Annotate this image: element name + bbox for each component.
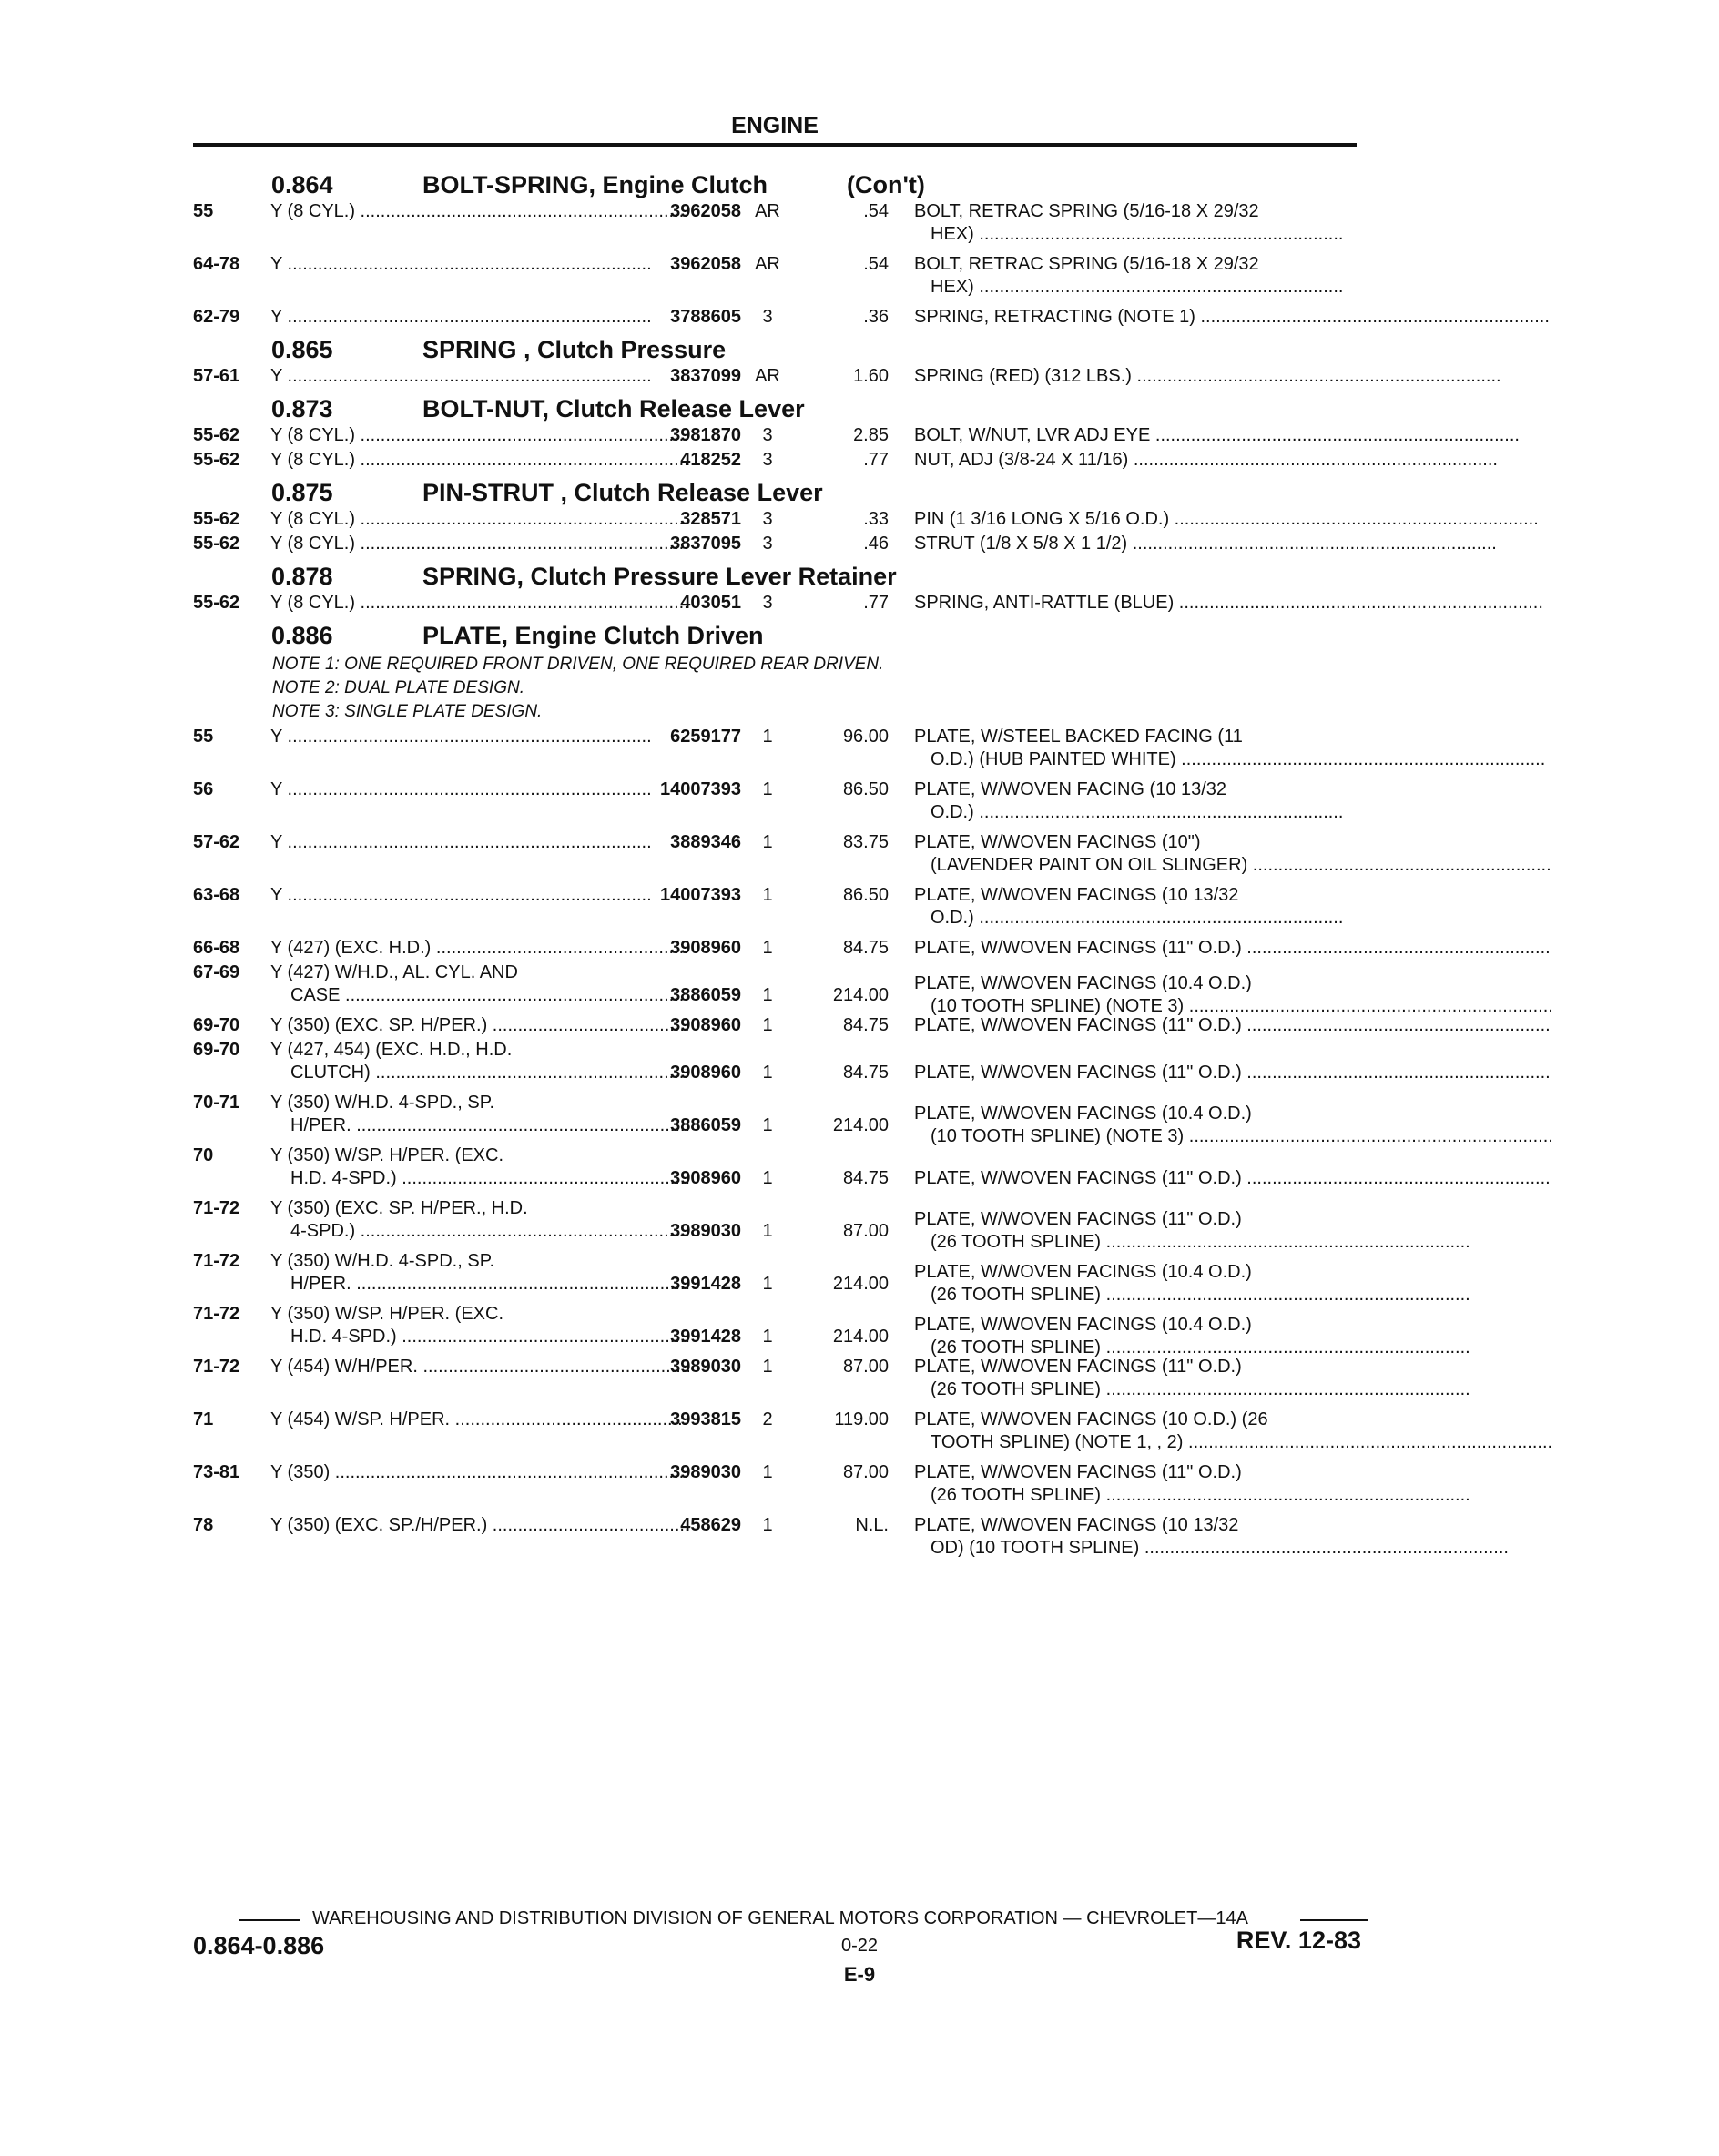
row-part-number: 328571 [680, 509, 741, 529]
application-line: Y (427) (EXC. H.D.) ..... [270, 937, 689, 960]
application-line: H/PER. ..... [270, 1114, 689, 1137]
description-line: O.D.) (HUB PAINTED WHITE) ..... [914, 748, 1551, 771]
row-years: 71-72 [193, 1304, 240, 1324]
application-line: Y (350) (EXC. SP. H/PER., H.D. [270, 1198, 528, 1218]
row-part-number: 3962058 [670, 201, 741, 221]
row-price: 86.50 [842, 779, 889, 799]
row-description [914, 200, 1551, 246]
application-line: H.D. 4-SPD.) ..... [270, 1167, 689, 1190]
row-description [914, 1409, 1551, 1454]
description-line: PLATE, W/WOVEN FACINGS (10.4 O.D.) [914, 973, 1252, 993]
row-years: 62-79 [193, 307, 240, 327]
description-line: (26 TOOTH SPLINE) ..... [914, 1231, 1551, 1254]
description-line: SPRING (RED) (312 LBS.) ..... [914, 365, 1551, 388]
row-description [914, 1461, 1551, 1507]
description-line: BOLT, RETRAC SPRING (5/16-18 X 29/32 [914, 254, 1259, 274]
row-quantity: 1 [762, 1327, 773, 1347]
row-part-number: 3908960 [670, 938, 741, 958]
row-price: 84.75 [842, 938, 889, 958]
row-part-number: 3991428 [670, 1274, 741, 1294]
description-line: BOLT, RETRAC SPRING (5/16-18 X 29/32 [914, 201, 1259, 221]
application-line: 4-SPD.) ..... [270, 1220, 689, 1243]
row-price: .77 [863, 450, 889, 470]
row-years: 69-70 [193, 1015, 240, 1035]
row-price: 214.00 [832, 985, 889, 1005]
description-line: PLATE, W/WOVEN FACINGS (10.4 O.D.) [914, 1103, 1252, 1124]
group-code: 0.864 [271, 171, 333, 198]
description-line: (26 TOOTH SPLINE) ..... [914, 1337, 1551, 1359]
table-row [193, 778, 1368, 824]
row-years: 78 [193, 1515, 214, 1535]
table-row [193, 365, 1368, 388]
application-line: Y (350) ..... [270, 1461, 689, 1484]
table-row [193, 937, 1368, 960]
description-line: PLATE, W/WOVEN FACINGS (11" O.D.) ..... [914, 1167, 1551, 1190]
row-price: N.L. [855, 1515, 889, 1535]
row-years: 55-62 [193, 509, 240, 529]
row-years: 64-78 [193, 254, 240, 274]
row-part-number: 3989030 [670, 1462, 741, 1482]
description-line: PLATE, W/WOVEN FACINGS (10.4 O.D.) [914, 1262, 1252, 1282]
table-row [193, 253, 1368, 299]
description-line: BOLT, W/NUT, LVR ADJ EYE ..... [914, 424, 1551, 447]
description-line: SPRING, ANTI-RATTLE (BLUE) ..... [914, 592, 1551, 615]
description-line: O.D.) ..... [914, 801, 1551, 824]
description-line: HEX) ..... [914, 223, 1551, 246]
row-quantity: 3 [762, 534, 773, 554]
row-description [914, 449, 1551, 472]
application-line: Y (8 CYL.) ..... [270, 592, 689, 615]
row-years: 63-68 [193, 885, 240, 905]
footer-rule-right [1300, 1919, 1368, 1921]
table-row [193, 1514, 1368, 1560]
table-row [193, 1409, 1368, 1454]
application-line: Y (454) W/H/PER. ..... [270, 1356, 689, 1378]
page-header [193, 113, 1357, 147]
group-title: PIN-STRUT , Clutch Release Lever [422, 479, 823, 506]
group-code: 0.886 [271, 622, 333, 649]
application-line: Y ..... [270, 365, 689, 388]
row-part-number: 14007393 [660, 885, 741, 905]
row-years: 55-62 [193, 534, 240, 554]
table-row [193, 1250, 1368, 1305]
row-description [914, 1062, 1551, 1084]
description-line: SPRING, RETRACTING (NOTE 1) ..... [914, 306, 1551, 329]
group-note: NOTE 1: ONE REQUIRED FRONT DRIVEN, ONE REQUIRED REAR DRIVEN. [272, 655, 884, 674]
row-years: 55-62 [193, 450, 240, 470]
row-price: .54 [863, 201, 889, 221]
row-description [914, 533, 1551, 555]
row-description [914, 1208, 1551, 1254]
description-line: (26 TOOTH SPLINE) ..... [914, 1284, 1551, 1307]
table-row [193, 1014, 1368, 1037]
row-part-number: 403051 [680, 593, 741, 613]
footer-revision: REV. 12-83 [1236, 1927, 1361, 1954]
row-quantity: 1 [762, 985, 773, 1005]
row-description [914, 1261, 1551, 1307]
table-row [193, 831, 1368, 877]
row-price: 83.75 [842, 832, 889, 852]
table-row [193, 961, 1368, 1016]
row-quantity: 1 [762, 1357, 773, 1377]
table-row [193, 1461, 1368, 1507]
description-line: PLATE, W/WOVEN FACINGS (11" O.D.) [914, 1209, 1242, 1229]
row-description [914, 831, 1551, 877]
description-line: PLATE, W/WOVEN FACINGS (10 13/32 [914, 1515, 1239, 1535]
description-line: HEX) ..... [914, 276, 1551, 299]
table-row [193, 1039, 1368, 1084]
row-description [914, 306, 1551, 329]
row-part-number: 3989030 [670, 1357, 741, 1377]
row-part-number: 458629 [680, 1515, 741, 1535]
row-quantity: AR [755, 366, 780, 386]
row-quantity: 2 [762, 1409, 773, 1429]
group-heading [193, 334, 1368, 365]
row-part-number: 3989030 [670, 1221, 741, 1241]
row-part-number: 3908960 [670, 1168, 741, 1188]
group-notes [193, 653, 1368, 724]
group-note: NOTE 3: SINGLE PLATE DESIGN. [272, 702, 543, 721]
description-line: PLATE, W/STEEL BACKED FACING (11 [914, 727, 1243, 747]
application-line: Y (350) (EXC. SP./H/PER.) ..... [270, 1514, 689, 1537]
table-row [193, 200, 1368, 246]
row-price: 96.00 [842, 727, 889, 747]
page-title: ENGINE [731, 113, 819, 138]
row-quantity: 1 [762, 1063, 773, 1083]
row-description [914, 778, 1551, 824]
footer-division: WAREHOUSING AND DISTRIBUTION DIVISION OF GENERAL MOTORS CORPORATION — CHEVROLET—14A [312, 1908, 1248, 1928]
row-quantity: 1 [762, 1221, 773, 1241]
footer-page-number: 0-22 [840, 1936, 879, 1956]
row-years: 71-72 [193, 1251, 240, 1271]
description-line: (10 TOOTH SPLINE) (NOTE 3) ..... [914, 995, 1551, 1018]
row-price: 214.00 [832, 1327, 889, 1347]
row-quantity: 3 [762, 450, 773, 470]
row-price: 1.60 [853, 366, 889, 386]
row-description [914, 253, 1551, 299]
row-description [914, 1356, 1551, 1401]
row-price: .36 [863, 307, 889, 327]
footer-sheet-number: E-9 [843, 1963, 876, 1986]
description-line: PLATE, W/WOVEN FACINGS (10 13/32 [914, 885, 1239, 905]
row-price: 86.50 [842, 885, 889, 905]
application-line: CASE ..... [270, 984, 689, 1007]
row-quantity: 3 [762, 509, 773, 529]
table-row [193, 449, 1368, 472]
row-price: 87.00 [842, 1462, 889, 1482]
row-description [914, 726, 1551, 771]
description-line: PLATE, W/WOVEN FACINGS (11" O.D.) ..... [914, 937, 1551, 960]
row-price: 214.00 [832, 1115, 889, 1135]
description-line: PIN (1 3/16 LONG X 5/16 O.D.) ..... [914, 508, 1551, 531]
description-line: PLATE, W/WOVEN FACINGS (10 O.D.) (26 [914, 1409, 1268, 1429]
row-part-number: 3993815 [670, 1409, 741, 1429]
row-years: 55 [193, 727, 214, 747]
row-price: 87.00 [842, 1357, 889, 1377]
application-line: Y (350) W/SP. H/PER. (EXC. [270, 1145, 504, 1165]
description-line: PLATE, W/WOVEN FACINGS (11" O.D.) [914, 1462, 1242, 1482]
row-quantity: 1 [762, 938, 773, 958]
group-continued: (Con't) [847, 171, 925, 198]
row-quantity: 1 [762, 1274, 773, 1294]
application-line: Y (350) W/H.D. 4-SPD., SP. [270, 1093, 495, 1113]
row-part-number: 3837095 [670, 534, 741, 554]
description-line: OD) (10 TOOTH SPLINE) ..... [914, 1537, 1551, 1560]
row-price: 84.75 [842, 1063, 889, 1083]
description-line: STRUT (1/8 X 5/8 X 1 1/2) ..... [914, 533, 1551, 555]
application-line: Y ..... [270, 831, 689, 854]
application-line: Y ..... [270, 778, 689, 801]
row-quantity: 1 [762, 1168, 773, 1188]
row-description [914, 972, 1551, 1018]
row-years: 71-72 [193, 1198, 240, 1218]
description-line: (26 TOOTH SPLINE) ..... [914, 1378, 1551, 1401]
application-line: Y (454) W/SP. H/PER. ..... [270, 1409, 689, 1431]
row-quantity: AR [755, 201, 780, 221]
description-line: (10 TOOTH SPLINE) (NOTE 3) ..... [914, 1125, 1551, 1148]
row-description [914, 1314, 1551, 1359]
row-quantity: 1 [762, 1462, 773, 1482]
group-title: PLATE, Engine Clutch Driven [422, 622, 764, 649]
description-line: PLATE, W/WOVEN FACINGS (11" O.D.) ..... [914, 1062, 1551, 1084]
group-heading [193, 169, 1368, 200]
row-price: .54 [863, 254, 889, 274]
table-row [193, 592, 1368, 615]
application-line: Y (8 CYL.) ..... [270, 508, 689, 531]
row-description [914, 508, 1551, 531]
footer-range: 0.864-0.886 [193, 1932, 325, 1959]
application-line: Y (8 CYL.) ..... [270, 200, 689, 223]
application-line: Y (350) W/H.D. 4-SPD., SP. [270, 1251, 495, 1271]
row-quantity: 1 [762, 1015, 773, 1035]
row-price: 84.75 [842, 1015, 889, 1035]
row-quantity: AR [755, 254, 780, 274]
application-line: H.D. 4-SPD.) ..... [270, 1326, 689, 1348]
application-line: Y (350) (EXC. SP. H/PER.) ..... [270, 1014, 689, 1037]
table-row [193, 1197, 1368, 1252]
row-description [914, 365, 1551, 388]
description-line: TOOTH SPLINE) (NOTE 1, , 2) ..... [914, 1431, 1551, 1454]
row-price: 87.00 [842, 1221, 889, 1241]
row-part-number: 3991428 [670, 1327, 741, 1347]
row-description [914, 884, 1551, 930]
group-heading [193, 561, 1368, 592]
application-line: Y (427, 454) (EXC. H.D., H.D. [270, 1040, 513, 1060]
row-price: .77 [863, 593, 889, 613]
row-quantity: 1 [762, 1115, 773, 1135]
description-line: PLATE, W/WOVEN FACINGS (10.4 O.D.) [914, 1315, 1252, 1335]
row-price: 214.00 [832, 1274, 889, 1294]
row-years: 55-62 [193, 593, 240, 613]
table-row [193, 884, 1368, 930]
description-line: NUT, ADJ (3/8-24 X 11/16) ..... [914, 449, 1551, 472]
row-years: 57-61 [193, 366, 240, 386]
row-quantity: 3 [762, 593, 773, 613]
description-line: PLATE, W/WOVEN FACINGS (11" O.D.) [914, 1357, 1242, 1377]
row-years: 69-70 [193, 1040, 240, 1060]
table-row [193, 1092, 1368, 1146]
row-quantity: 1 [762, 885, 773, 905]
group-heading [193, 477, 1368, 508]
row-part-number: 3788605 [670, 307, 741, 327]
description-line: PLATE, W/WOVEN FACING (10 13/32 [914, 779, 1227, 799]
row-part-number: 6259177 [670, 727, 741, 747]
row-description [914, 1514, 1551, 1560]
row-part-number: 418252 [680, 450, 741, 470]
row-price: 119.00 [834, 1409, 889, 1429]
row-years: 70 [193, 1145, 214, 1165]
table-row [193, 424, 1368, 447]
row-price: 2.85 [853, 425, 889, 445]
catalog-content [193, 164, 1368, 1567]
table-row [193, 1356, 1368, 1401]
group-heading [193, 620, 1368, 651]
application-line: H/PER. ..... [270, 1273, 689, 1296]
description-line: (26 TOOTH SPLINE) ..... [914, 1484, 1551, 1507]
description-line: (LAVENDER PAINT ON OIL SLINGER) ..... [914, 854, 1551, 877]
application-line: Y ..... [270, 253, 689, 276]
row-description [914, 592, 1551, 615]
row-price: .46 [863, 534, 889, 554]
row-part-number: 3886059 [670, 985, 741, 1005]
row-part-number: 3908960 [670, 1015, 741, 1035]
row-quantity: 1 [762, 727, 773, 747]
row-description [914, 1103, 1551, 1148]
application-line: Y ..... [270, 726, 689, 748]
row-part-number: 14007393 [660, 779, 741, 799]
application-line: Y (8 CYL.) ..... [270, 449, 689, 472]
row-quantity: 3 [762, 307, 773, 327]
row-description [914, 1167, 1551, 1190]
group-code: 0.865 [271, 336, 333, 363]
row-quantity: 3 [762, 425, 773, 445]
group-title: SPRING , Clutch Pressure [422, 336, 727, 363]
group-code: 0.878 [271, 563, 333, 590]
row-part-number: 3886059 [670, 1115, 741, 1135]
row-part-number: 3908960 [670, 1063, 741, 1083]
application-line: Y (427) W/H.D., AL. CYL. AND [270, 962, 518, 982]
group-code: 0.875 [271, 479, 333, 506]
application-line: Y (8 CYL.) ..... [270, 533, 689, 555]
application-line: Y ..... [270, 884, 689, 907]
table-row [193, 726, 1368, 771]
row-part-number: 3981870 [670, 425, 741, 445]
application-line: CLUTCH) ..... [270, 1062, 689, 1084]
row-years: 66-68 [193, 938, 240, 958]
row-description [914, 1014, 1551, 1037]
row-years: 56 [193, 779, 214, 799]
row-price: .33 [863, 509, 889, 529]
row-quantity: 1 [762, 1515, 773, 1535]
row-years: 73-81 [193, 1462, 240, 1482]
application-line: Y (350) W/SP. H/PER. (EXC. [270, 1304, 504, 1324]
table-row [193, 306, 1368, 329]
row-description [914, 937, 1551, 960]
row-part-number: 3962058 [670, 254, 741, 274]
row-years: 57-62 [193, 832, 240, 852]
row-years: 55-62 [193, 425, 240, 445]
row-years: 71 [193, 1409, 214, 1429]
table-row [193, 1303, 1368, 1358]
group-note: NOTE 2: DUAL PLATE DESIGN. [272, 678, 524, 697]
row-description [914, 424, 1551, 447]
description-line: O.D.) ..... [914, 907, 1551, 930]
row-part-number: 3837099 [670, 366, 741, 386]
row-quantity: 1 [762, 832, 773, 852]
row-price: 84.75 [842, 1168, 889, 1188]
row-years: 70-71 [193, 1093, 240, 1113]
group-title: SPRING, Clutch Pressure Lever Retainer [422, 563, 897, 590]
row-quantity: 1 [762, 779, 773, 799]
row-part-number: 3889346 [670, 832, 741, 852]
group-code: 0.873 [271, 395, 333, 422]
row-years: 55 [193, 201, 214, 221]
group-heading [193, 393, 1368, 424]
table-row [193, 533, 1368, 555]
group-title: BOLT-SPRING, Engine Clutch [422, 171, 768, 198]
description-line: PLATE, W/WOVEN FACINGS (10") [914, 832, 1201, 852]
table-row [193, 1144, 1368, 1190]
application-line: Y ..... [270, 306, 689, 329]
table-row [193, 508, 1368, 531]
row-years: 67-69 [193, 962, 240, 982]
group-title: BOLT-NUT, Clutch Release Lever [422, 395, 805, 422]
application-line: Y (8 CYL.) ..... [270, 424, 689, 447]
description-line: PLATE, W/WOVEN FACINGS (11" O.D.) ..... [914, 1014, 1551, 1037]
row-years: 71-72 [193, 1357, 240, 1377]
